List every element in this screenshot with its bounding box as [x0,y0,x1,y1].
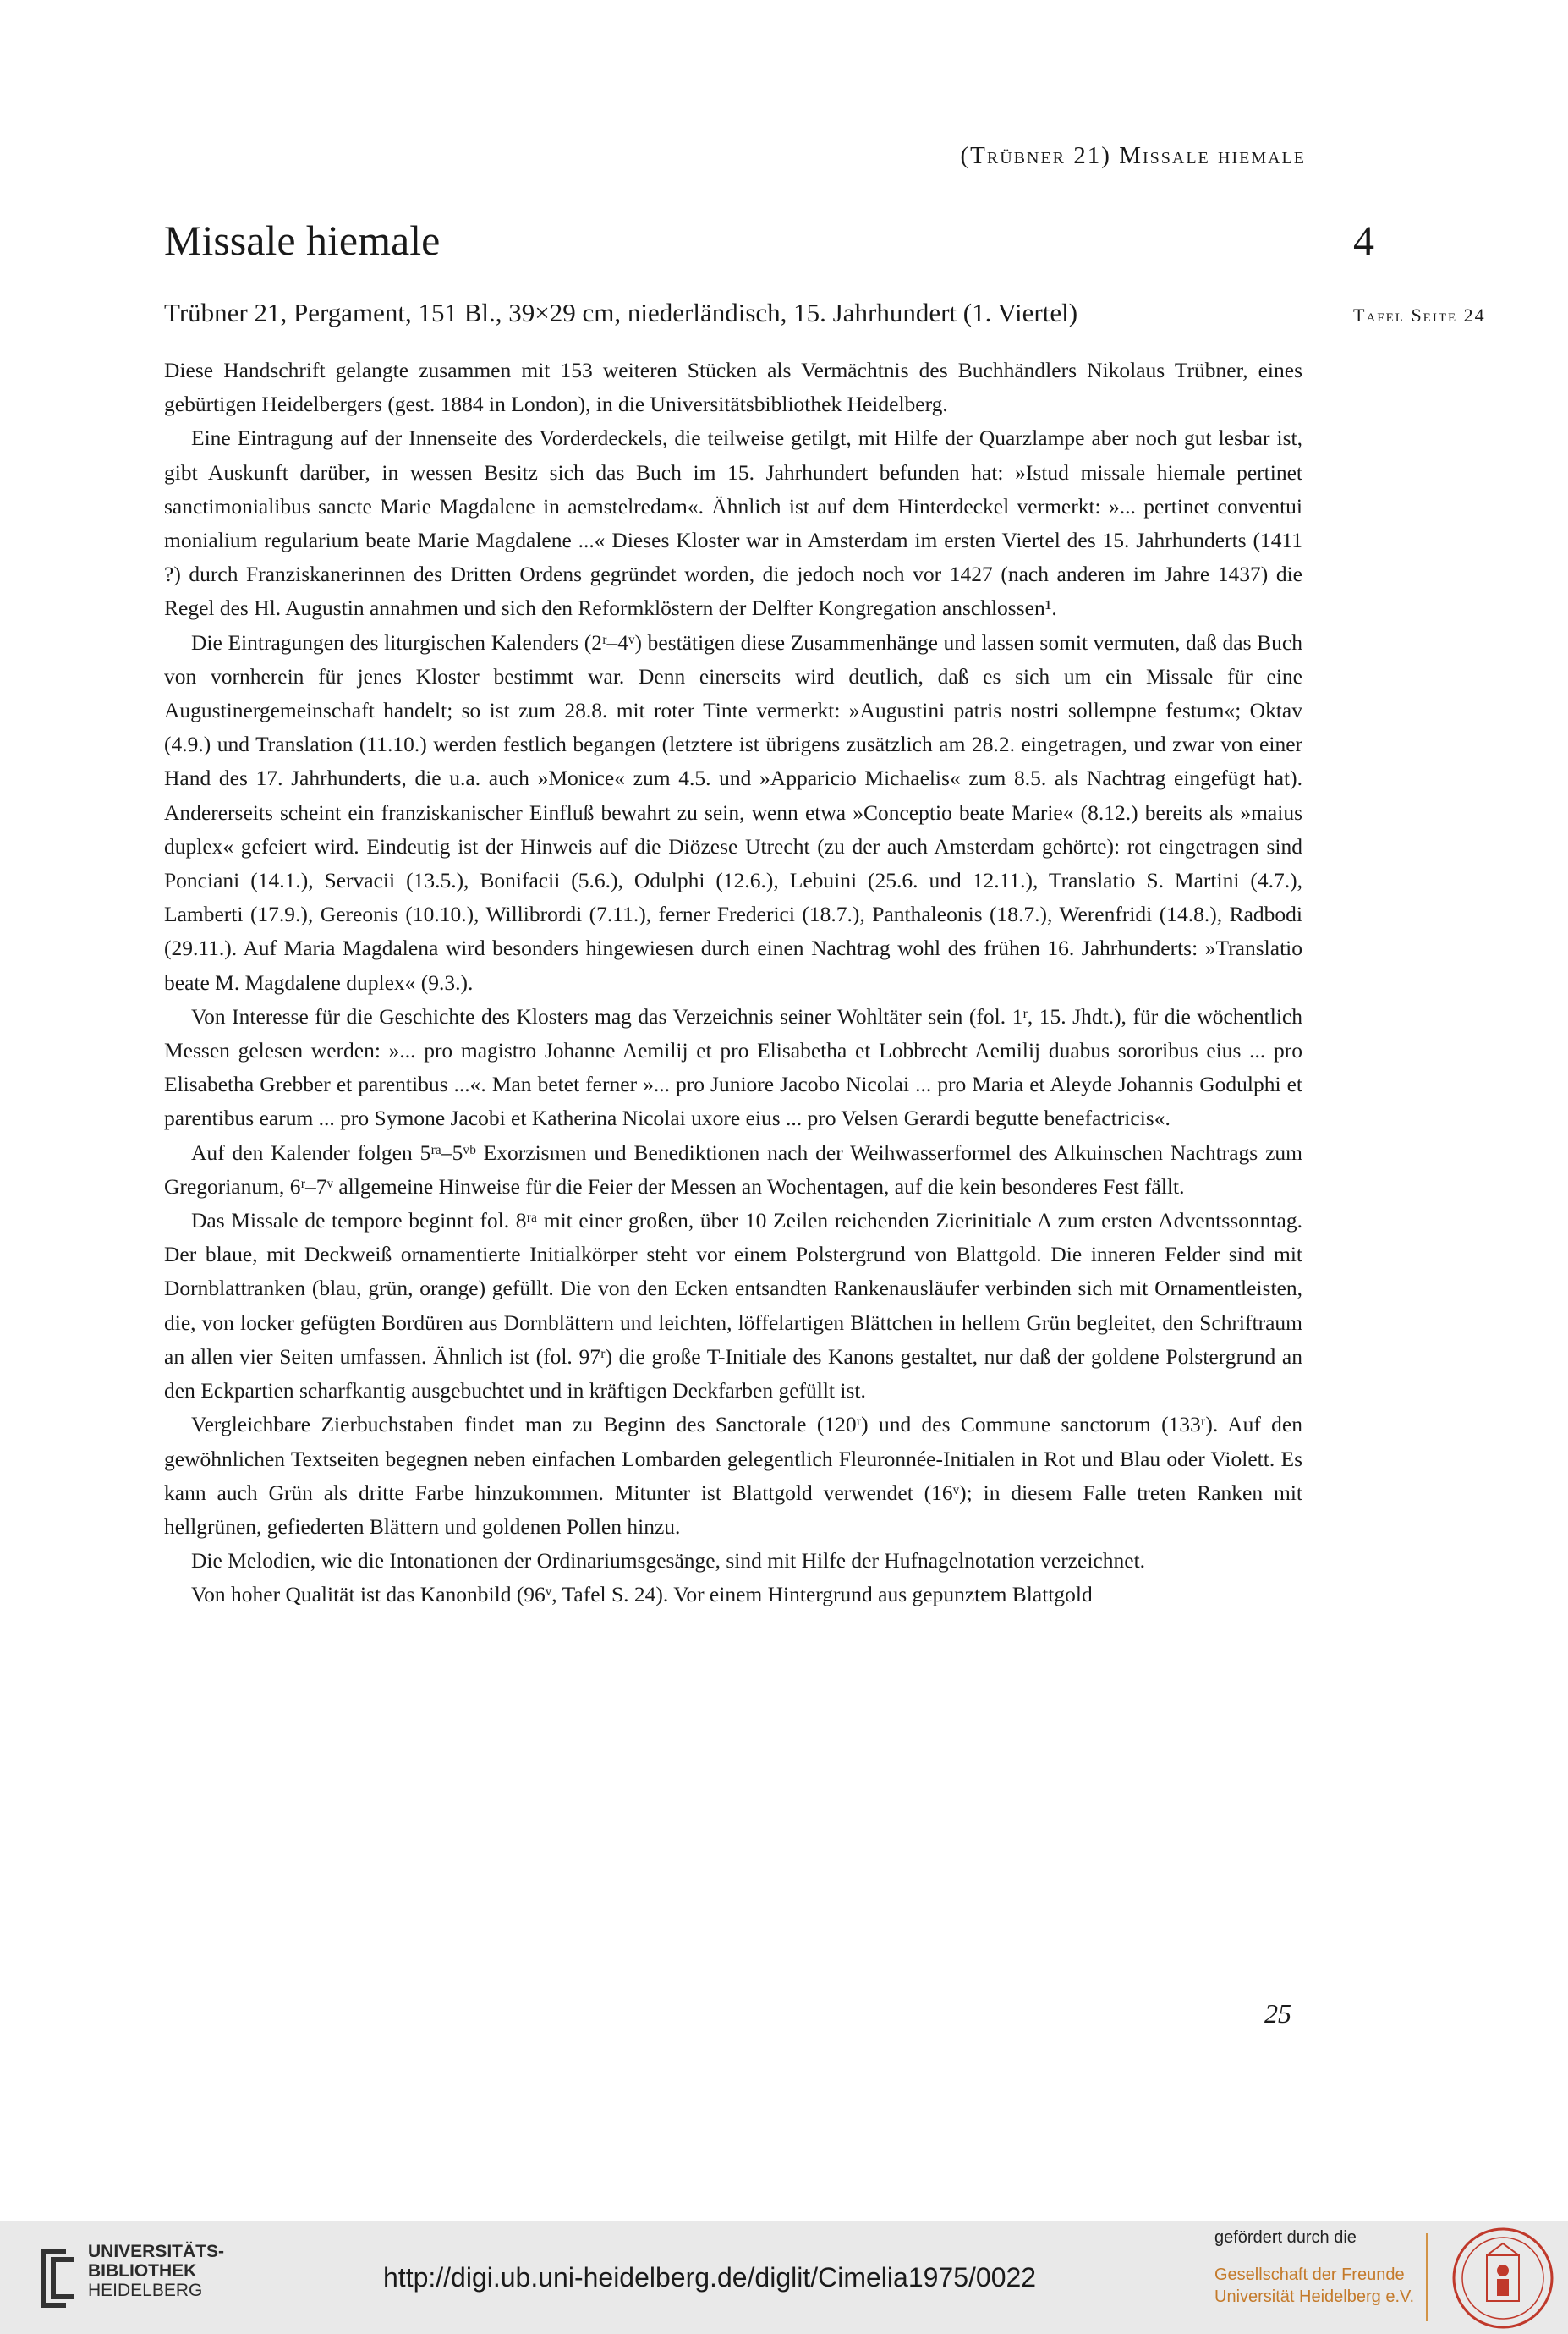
paragraph: Von hoher Qualität ist das Kanonbild (96ᵛ, Tafel S. 24). Vor einem Hintergrund aus gepunztem Blattgold [191,1582,1093,1607]
library-logo-icon [32,2240,79,2316]
running-head-title: Missale hiemale [1119,142,1306,169]
paragraph: Auf den Kalender folgen 5ʳᵃ–5ᵛᵇ Exorzismen und Benediktionen nach der Weihwasserformel des Alkuinschen Nachtrags zum Gregorianum, 6ʳ–7ᵛ allgemeine Hinweise für die Feier der Messen an Wochentagen, auf die kein besonderes Fest fällt. [164,1140,1302,1199]
library-name-line: HEIDELBERG [88,2281,203,2300]
paragraph: Von Interesse für die Geschichte des Klosters mag das Verzeichnis seiner Wohltäter sein (fol. 1ʳ, 15. Jhdt.), für die wöchentlich Messen gelesen werden: »... pro magistro Johanne Aemilij et pro Elisabetha et Lobbrecht Aemilij duabus sororibus eius ... pro Elisabetha Grebber et parentibus ...«. Man betet ferner »... pro Juniore Jacobo Nicolai ... pro Maria et Aleyde Johannis Godulphi et parentibus earum ... pro Symone Jacobi et Katherina Nicolai uxore eius ... pro Velsen Gerardi begutte benefactricis«. [164,1003,1302,1131]
university-seal-icon [1451,2227,1554,2330]
paragraph: Vergleichbare Zierbuchstaben findet man zu Beginn des Sanctorale (120ʳ) und des Commune sanctorum (133ʳ). Auf den gewöhnlichen Textseiten begegnen neben einfachen Lombarden gelegentlich Fleuronnée-Initialen in Rot und Blau oder Violett. Es kann auch Grün als dritte Farbe hinzukommen. Mitunter ist Blattgold verwendet (16ᵛ); in diesem Falle treten Ranken mit hellgrünen, gefiederten Blättern und goldenen Pollen hinzu. [164,1412,1302,1539]
catalog-number: 4 [1353,217,1374,264]
paragraph: Die Melodien, wie die Intonationen der Ordinariumsgesänge, sind mit Hilfe der Hufnagelnotation verzeichnet. [191,1548,1146,1573]
sponsor-name-line: Universität Heidelberg e.V. [1214,2287,1415,2306]
entry-description: Trübner 21, Pergament, 151 Bl., 39×29 cm, niederländisch, 15. Jahrhundert (1. Viertel) [164,298,1078,327]
paragraph: Das Missale de tempore beginnt fol. 8ʳᵃ mit einer großen, über 10 Zeilen reichenden Zierinitiale A zum ersten Adventssonntag. Der blaue, mit Deckweiß ornamentierte Initialkörper steht vor einem Polstergrund von Blattgold. Die inneren Felder sind mit Dornblattranken (blau, grün, orange) gefüllt. Die von den Ecken entsandten Rankenausläufer verbinden sich mit Ornamentleisten, die, von locker gefügten Bordüren aus Dornblättern und leichten, löffelartigen Blättchen in hellem Grün begleitet, den Schriftraum an allen vier Seiten umfassen. Ähnlich ist (fol. 97ʳ) die große T-Initiale des Kanons gestaltet, nur daß der goldene Polstergrund an den Eckpartien scharfkantig ausgebuchtet und in kräftigen Deckfarben gefüllt ist. [164,1208,1302,1403]
paragraph: Eine Eintragung auf der Innenseite des Vorderdeckels, die teilweise getilgt, mit Hilfe der Quarzlampe aber noch gut lesbar ist, gibt Auskunft darüber, in wessen Besitz sich das Buch im 15. Jahrhundert befunden hat: »Istud missale hiemale pertinet sanctimonialibus sancte Marie Magdalene in aemstelredam«. Ähnlich ist auf dem Hinterdeckel vermerkt: »... pertinet conventui monialium regularium beate Marie Magdalene ...« Dieses Kloster war in Amsterdam im ersten Viertel des 15. Jahrhunderts (1411 ?) durch Franziskanerinnen des Dritten Ordens gegründet worden, die jedoch noch vor 1427 (nach anderen im Jahre 1437) die Regel des Hl. Augustin annahmen und sich den Reformklöstern der Delfter Kongregation anschlossen¹. [164,426,1302,621]
sponsor-intro: gefördert durch die [1214,2228,1357,2247]
library-name [88,2242,224,2300]
entry-title: Missale hiemale [164,217,441,264]
library-name-line: UNIVERSITÄTS- [88,2242,225,2261]
paragraph: Diese Handschrift gelangte zusammen mit 153 weiteren Stücken als Vermächtnis des Buchhändlers Nikolaus Trübner, eines gebürtigen Heidelbergers (gest. 1884 in London), in die Universitätsbibliothek Heidelberg. [164,358,1302,417]
running-header: (Trübner 21) Missale hiemale [960,142,1306,169]
page-number: 25 [1264,1998,1291,2029]
body-text [164,354,1302,1612]
paragraph: Die Eintragungen des liturgischen Kalenders (2ʳ–4ᵛ) bestätigen diese Zusammenhänge und lassen somit vermuten, daß das Buch von vornherein für jenes Kloster bestimmt war. Denn einerseits wird deutlich, daß es sich um ein Missale für eine Augustinergemeinschaft handelt; so ist zum 28.8. mit roter Tinte vermerkt: »Augustini patris nostri sollempne festum«; Oktav (4.9.) und Translation (11.10.) werden festlich begangen (letztere ist übrigens zusätzlich am 28.2. eingetragen, und zwar von einer Hand des 17. Jahrhunderts, die u.a. auch »Monice« zum 4.5. und »Apparicio Michaelis« zum 8.5. als Nachtrag eingefügt hat). Andererseits scheint ein franziskanischer Einfluß bewahrt zu sein, wenn etwa »Conceptio beate Marie« (8.12.) bereits als »maius duplex« gefeiert wird. Eindeutig ist der Hinweis auf die Diözese Utrecht (zu der auch Amsterdam gehörte): rot eingetragen sind Ponciani (14.1.), Servacii (13.5.), Bonifacii (5.6.), Odulphi (12.6.), Lebuini (25.6. und 12.11.), Translatio S. Martini (4.7.), Lamberti (17.9.), Gereonis (10.10.), Willibrordi (7.11.), ferner Frederici (18.7.), Panthaleonis (18.7.), Werenfridi (14.8.), Radbodi (29.11.). Auf Maria Magdalena wird besonders hingewiesen durch einen Nachtrag wohl des frühen 16. Jahrhunderts: »Translatio beate M. Magdalene duplex« (9.3.). [164,629,1302,995]
footer-bar [0,2221,1568,2334]
sponsor-name [1214,2264,1414,2308]
digital-url-link[interactable]: http://digi.ub.uni-heidelberg.de/diglit/Cimelia1975/0022 [383,2262,1037,2293]
sponsor-name-line: Gesellschaft der Freunde [1214,2265,1405,2284]
sponsor-divider [1426,2233,1428,2321]
running-head-source: Trübner 21 [970,142,1102,169]
plate-reference: Tafel Seite 24 [1353,305,1486,326]
library-name-line: BIBLIOTHEK [88,2261,197,2281]
